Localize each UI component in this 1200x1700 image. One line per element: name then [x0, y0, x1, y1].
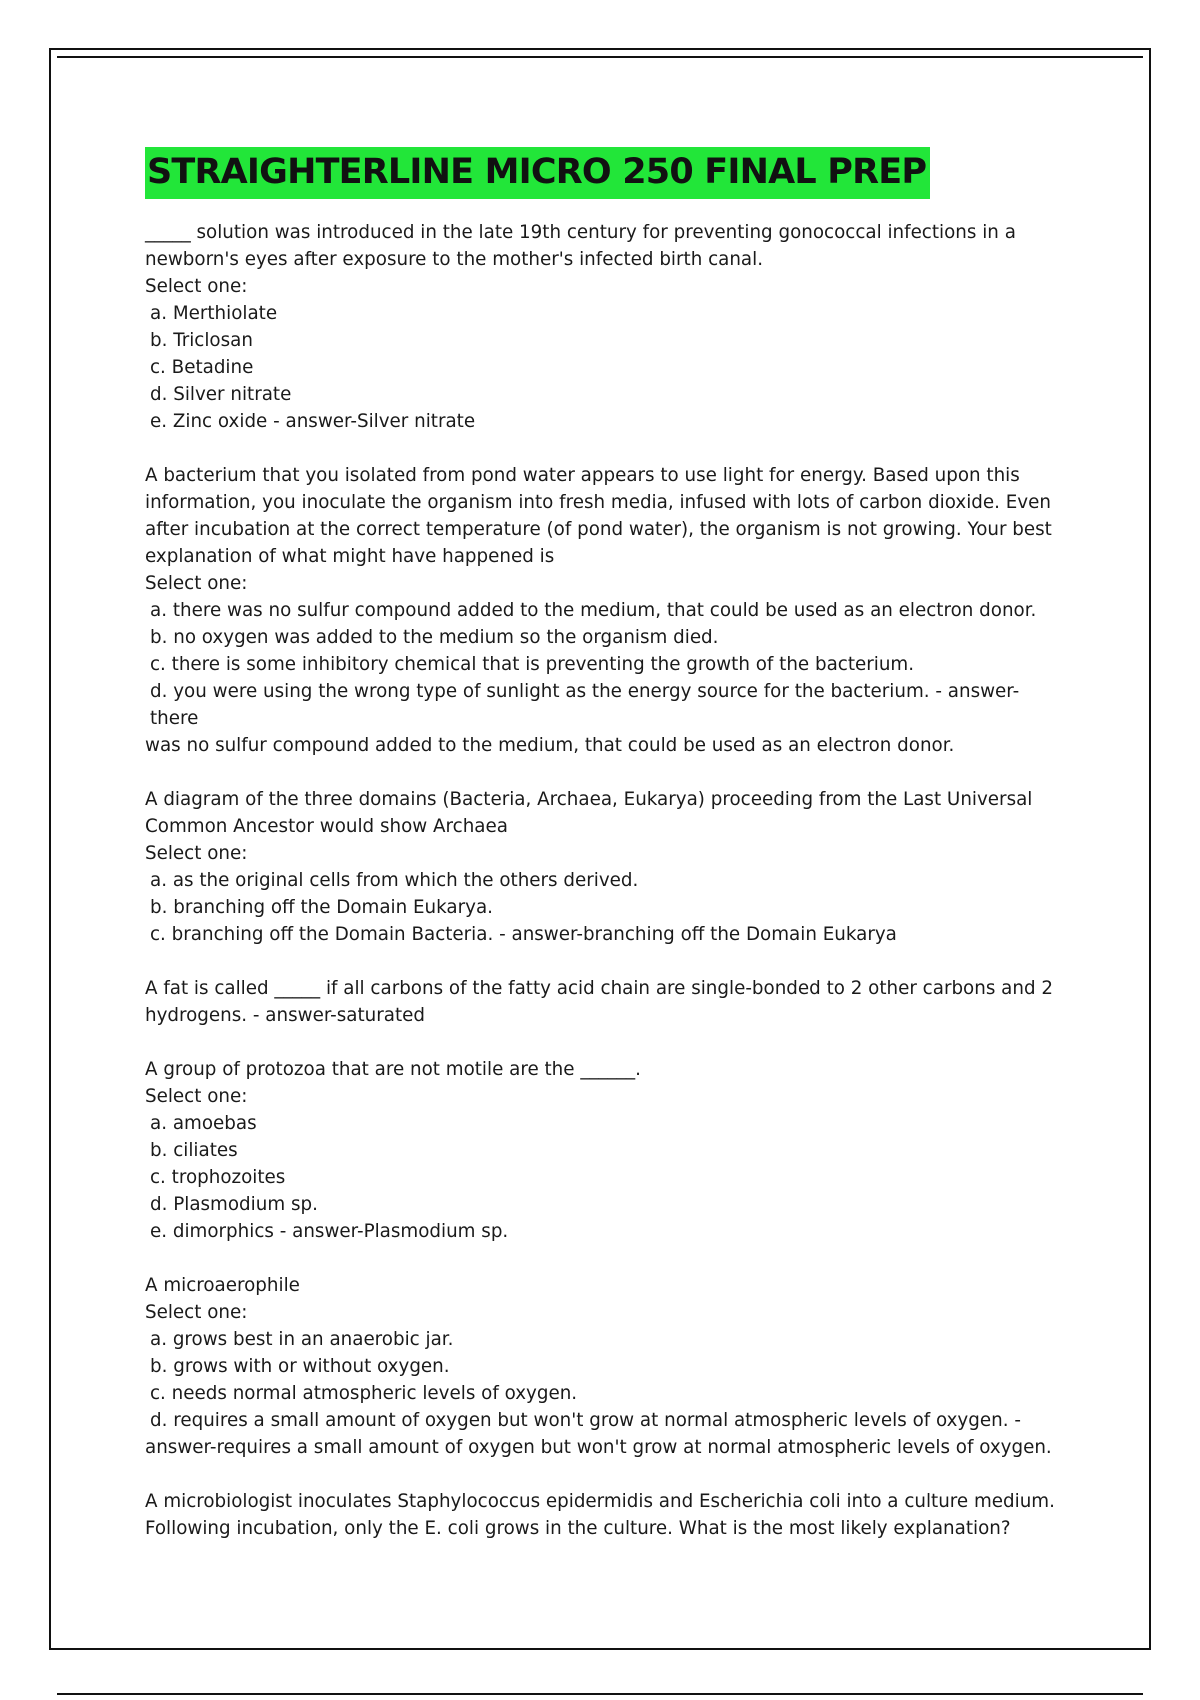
option-e-answer: e. Zinc oxide - answer-Silver nitrate	[150, 411, 476, 432]
question-7	[145, 1488, 1065, 1542]
option-b: b. ciliates	[150, 1140, 238, 1161]
question-5	[145, 1056, 1065, 1245]
option-a: a. there was no sulfur compound added to the medium, that could be used as an electron donor.	[150, 600, 1037, 621]
option-d-answer: d. requires a small amount of oxygen but won't grow at normal atmospheric levels of oxygen. -	[150, 1410, 1021, 1431]
option-b: b. no oxygen was added to the medium so the organism died.	[150, 627, 719, 648]
answer-continuation: was no sulfur compound added to the medium, that could be used as an electron donor.	[145, 735, 955, 756]
option-d-answer: d. you were using the wrong type of sunlight as the energy source for the bacterium. - answer-there	[150, 681, 1020, 729]
option-e-answer: e. dimorphics - answer-Plasmodium sp.	[150, 1221, 509, 1242]
option-c-answer: c. branching off the Domain Bacteria. - answer-branching off the Domain Eukarya	[150, 924, 897, 945]
question-2	[145, 462, 1065, 759]
option-a: a. amoebas	[150, 1113, 257, 1134]
question-stem: A microaerophile	[145, 1275, 300, 1296]
question-4	[145, 975, 1065, 1029]
select-one-label: Select one:	[145, 1302, 248, 1323]
question-stem: A microbiologist inoculates Staphylococcus epidermidis and Escherichia coli into a culture medium. Following incubation, only the E. coli grows in the culture. What is the most likely explanation?	[145, 1491, 1055, 1539]
option-c: c. trophozoites	[150, 1167, 286, 1188]
select-one-label: Select one:	[145, 276, 248, 297]
document-body	[145, 147, 1065, 1569]
option-d: d. Silver nitrate	[150, 384, 292, 405]
option-b: b. Triclosan	[150, 330, 253, 351]
option-a: a. as the original cells from which the others derived.	[150, 870, 639, 891]
footer-rule	[57, 1693, 1143, 1695]
answer-continuation: answer-requires a small amount of oxygen but won't grow at normal atmospheric levels of oxygen.	[145, 1437, 1052, 1458]
question-3	[145, 786, 1065, 948]
select-one-label: Select one:	[145, 843, 248, 864]
option-a: a. Merthiolate	[150, 303, 278, 324]
option-b: b. branching off the Domain Eukarya.	[150, 897, 493, 918]
question-stem: A fat is called _____ if all carbons of the fatty acid chain are single-bonded to 2 other carbons and 2 hydrogens. - answer-saturated	[145, 978, 1054, 1026]
question-6	[145, 1272, 1065, 1461]
select-one-label: Select one:	[145, 573, 248, 594]
question-stem: A bacterium that you isolated from pond water appears to use light for energy. Based upon this information, you inoculate the organism into fresh media, infused with lots of carbon dioxide. Even after incubation at the correct temperature (of pond water), the organism is not growing. Your best explanation of what might have happened is	[145, 465, 1052, 567]
option-c: c. needs normal atmospheric levels of oxygen.	[150, 1383, 578, 1404]
question-stem: _____ solution was introduced in the late 19th century for preventing gonococcal infections in a newborn's eyes after exposure to the mother's infected birth canal.	[145, 222, 1016, 270]
option-d: d. Plasmodium sp.	[150, 1194, 318, 1215]
option-b: b. grows with or without oxygen.	[150, 1356, 450, 1377]
document-title: STRAIGHTERLINE MICRO 250 FINAL PREP	[145, 147, 930, 199]
question-1	[145, 219, 1065, 435]
option-a: a. grows best in an anaerobic jar.	[150, 1329, 454, 1350]
option-c: c. there is some inhibitory chemical that is preventing the growth of the bacterium.	[150, 654, 915, 675]
select-one-label: Select one:	[145, 1086, 248, 1107]
question-stem: A group of protozoa that are not motile are the ______.	[145, 1059, 641, 1080]
question-stem: A diagram of the three domains (Bacteria, Archaea, Eukarya) proceeding from the Last Universal Common Ancestor would show Archaea	[145, 789, 1033, 837]
option-c: c. Betadine	[150, 357, 254, 378]
top-rule	[57, 56, 1143, 58]
